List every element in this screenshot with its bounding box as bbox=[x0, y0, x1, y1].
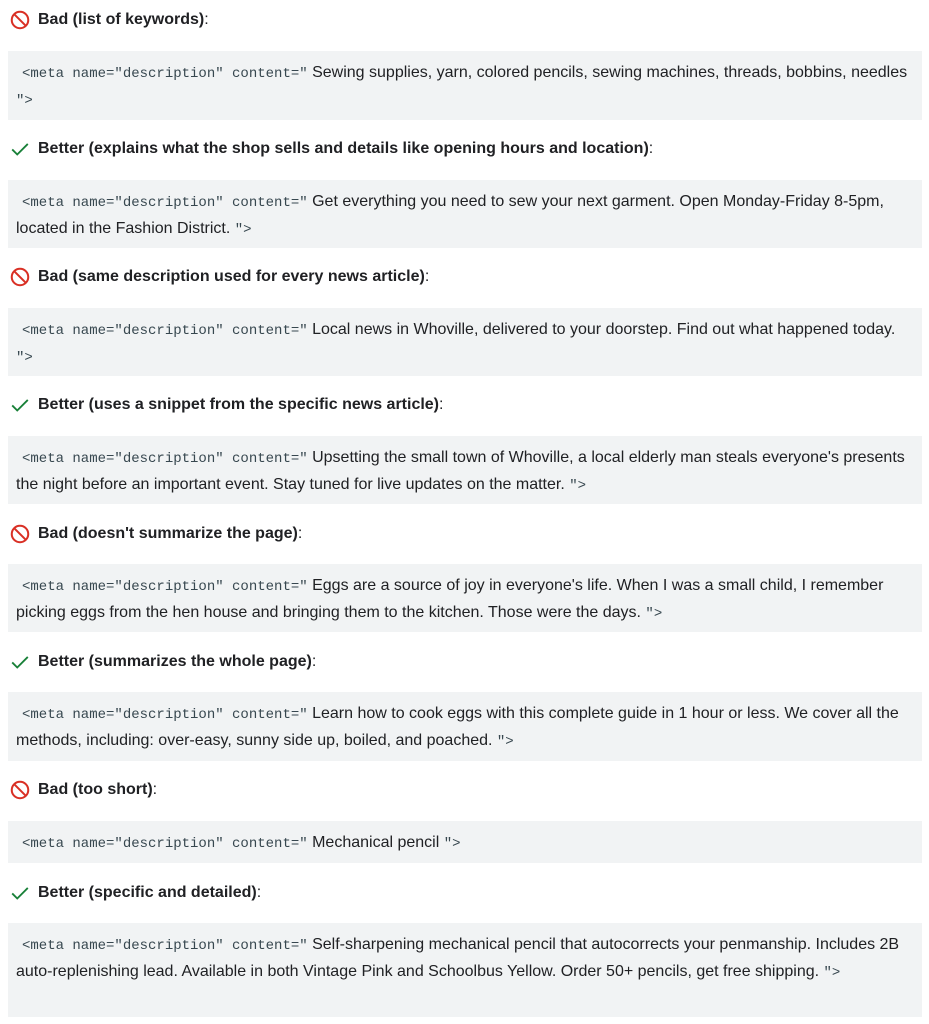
example-label: Bad (too short) bbox=[38, 781, 153, 798]
prohibited-icon bbox=[8, 778, 32, 802]
meta-tag-close: "> bbox=[569, 478, 587, 494]
description-content: Eggs are a source of joy in everyone's life. When I was a small child, I remember picking eggs from the hen house and bringing them to the kitchen. Those were the days. bbox=[16, 577, 884, 621]
prohibited-icon bbox=[8, 522, 32, 546]
example-heading bbox=[8, 778, 157, 802]
example-colon: : bbox=[439, 396, 444, 413]
description-content: Self-sharpening mechanical pencil that autocorrects your penmanship. Includes 2B auto-replenishing lead. Available in both Vintage Pink and Schoolbus Yellow. Order 50+ pencils, get free shipping. bbox=[16, 936, 900, 980]
meta-tag-open: <meta name="description" content=" bbox=[22, 66, 308, 82]
code-example bbox=[8, 308, 922, 376]
example-heading bbox=[8, 881, 261, 905]
example-colon: : bbox=[152, 781, 158, 798]
code-example bbox=[8, 692, 922, 761]
code-example bbox=[8, 436, 922, 504]
example-label: Bad (doesn't summarize the page) bbox=[38, 525, 298, 542]
meta-tag-close: "> bbox=[823, 965, 841, 981]
meta-tag-close: "> bbox=[234, 222, 252, 238]
example-colon: : bbox=[311, 653, 317, 670]
checkmark-icon bbox=[8, 393, 32, 417]
meta-tag-open: <meta name="description" content=" bbox=[22, 451, 308, 467]
example-colon: : bbox=[204, 11, 209, 28]
meta-tag-open: <meta name="description" content=" bbox=[22, 938, 308, 954]
meta-tag-open: <meta name="description" content=" bbox=[22, 323, 308, 339]
example-heading bbox=[8, 137, 653, 161]
code-example bbox=[8, 51, 922, 120]
example-colon: : bbox=[648, 140, 654, 157]
meta-tag-close: "> bbox=[443, 836, 461, 852]
example-heading bbox=[8, 265, 429, 289]
description-content: Upsetting the small town of Whoville, a local elderly man steals everyone's presents the night before an important event. Stay tuned for live updates on the matter. bbox=[16, 449, 905, 493]
example-heading bbox=[8, 8, 209, 32]
example-heading bbox=[8, 650, 316, 674]
checkmark-icon bbox=[8, 881, 32, 905]
example-label: Bad (same description used for every news article) bbox=[38, 268, 425, 285]
description-content: Sewing supplies, yarn, colored pencils, sewing machines, threads, bobbins, needles bbox=[307, 64, 908, 81]
description-content: Mechanical pencil bbox=[307, 834, 444, 851]
description-content: Local news in Whoville, delivered to your doorstep. Find out what happened today. bbox=[307, 321, 896, 338]
meta-tag-open: <meta name="description" content=" bbox=[22, 836, 308, 852]
code-example bbox=[8, 564, 922, 632]
meta-tag-open: <meta name="description" content=" bbox=[22, 707, 308, 723]
meta-tag-close: "> bbox=[645, 606, 663, 622]
meta-tag-open: <meta name="description" content=" bbox=[22, 195, 308, 211]
code-example bbox=[8, 821, 922, 863]
prohibited-icon bbox=[8, 265, 32, 289]
prohibited-icon bbox=[8, 8, 32, 32]
meta-tag-close: "> bbox=[496, 734, 514, 750]
example-label: Better (specific and detailed) bbox=[38, 884, 257, 901]
example-colon: : bbox=[256, 884, 262, 901]
example-heading bbox=[8, 522, 302, 546]
example-label: Better (summarizes the whole page) bbox=[38, 653, 312, 670]
example-label: Better (explains what the shop sells and details like opening hours and location) bbox=[38, 140, 649, 157]
example-label: Better (uses a snippet from the specific news article) bbox=[38, 396, 440, 413]
description-content: Learn how to cook eggs with this complete guide in 1 hour or less. We cover all the methods, including: over-easy, sunny side up, boiled, and poached. bbox=[16, 705, 899, 749]
example-label: Bad (list of keywords) bbox=[38, 11, 205, 28]
meta-tag-open: <meta name="description" content=" bbox=[22, 579, 308, 595]
meta-tag-close: "> bbox=[16, 93, 33, 109]
example-heading bbox=[8, 393, 443, 417]
code-example bbox=[8, 180, 922, 248]
description-content: Get everything you need to sew your next garment. Open Monday-Friday 8-5pm, located in the Fashion District. bbox=[16, 193, 884, 237]
example-colon: : bbox=[424, 268, 430, 285]
checkmark-icon bbox=[8, 650, 32, 674]
code-example bbox=[8, 923, 922, 1017]
checkmark-icon bbox=[8, 137, 32, 161]
example-colon: : bbox=[297, 525, 303, 542]
meta-tag-close: "> bbox=[16, 350, 33, 366]
